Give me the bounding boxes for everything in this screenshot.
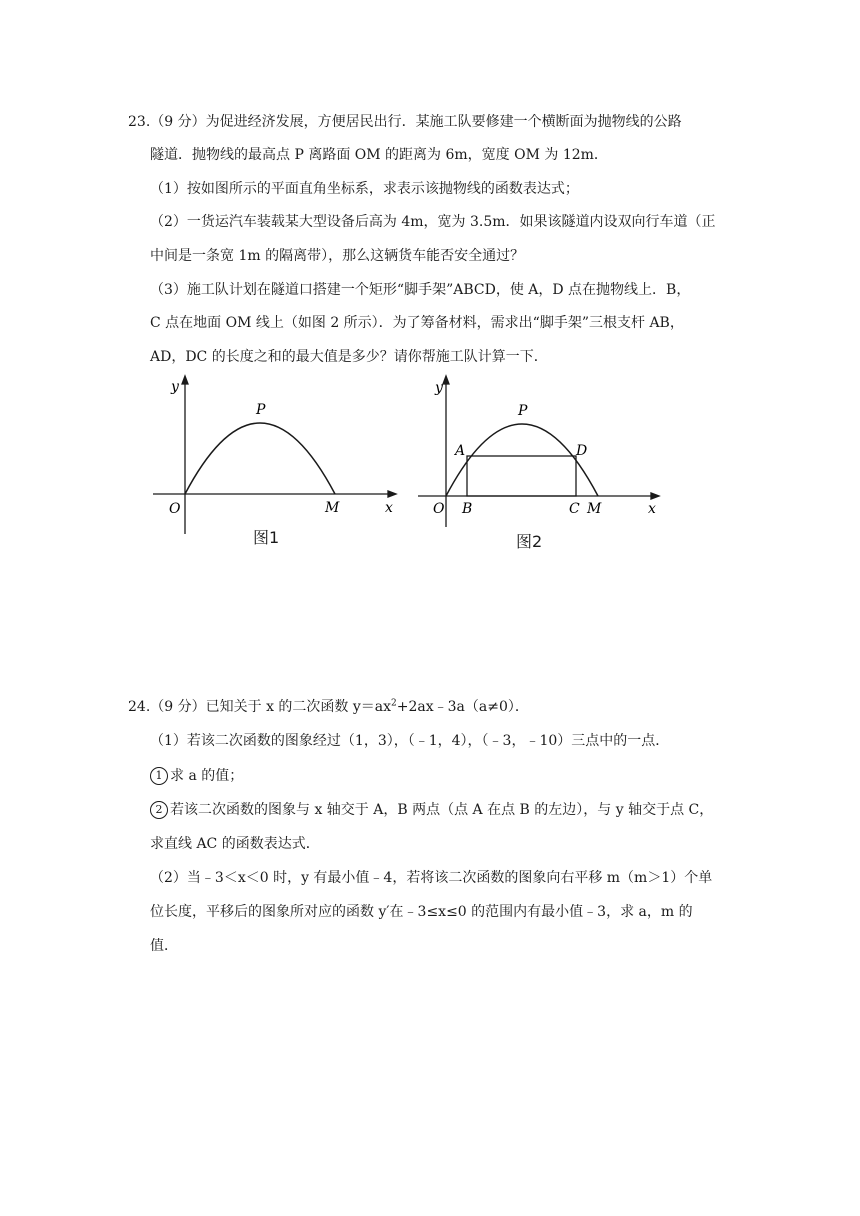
fig2-label-x: x [648,501,656,517]
fig2-label-c: C [569,501,580,517]
fig2-label-o: O [433,501,445,517]
q23-line1: 23.（9 分）为促进经济发展，方便居民出行．某施工队要修建一个横断面为抛物线的公路 [128,114,682,130]
q24-sub2-text-a: 若该二次函数的图象与 x 轴交于 A，B 两点（点 A 在点 B 的左边），与 y 轴交于点 C， [170,802,714,818]
figure-2 [410,372,670,552]
q24-part2-b: 位长度，平移后的图象所对应的函数 y′在﹣3≤x≤0 的范围内有最小值﹣3，求 a，m 的 [150,904,693,920]
fig1-label-m: M [325,500,340,516]
q24-sub1 [150,766,243,786]
q24-sub2 [150,800,713,820]
fig2-scaffold-rect [467,456,576,496]
q24-line1-pre: 24.（9 分）已知关于 x 的二次函数 y＝ax [128,699,392,715]
fig2-label-a: A [455,443,466,459]
q23-part2-b: 中间是一条宽 1m 的隔离带），那么这辆货车能否安全通过？ [150,248,525,264]
fig2-label-y: y [435,380,443,396]
figure-2-caption: 图2 [516,532,543,551]
fig2-x-arrow [651,493,659,499]
fig2-y-arrow [443,376,449,384]
fig1-label-o: O [169,501,181,517]
q24-line1 [128,697,529,717]
fig1-label-x: x [385,500,393,516]
q23-part3-b: C 点在地面 OM 线上（如图 2 所示）．为了筹备材料，需求出“脚手架”三根支杆 AB， [150,315,684,331]
q24-sub2-b: 求直线 AC 的函数表达式． [150,836,320,852]
fig1-x-arrow [388,491,396,497]
fig2-label-d: D [576,443,588,459]
q24-sub1-text: 求 a 的值； [170,768,244,784]
q24-line1-sup: 2 [391,698,397,709]
q24-part2-c: 值． [150,938,178,954]
q23-line2: 隧道．抛物线的最高点 P 离路面 OM 的距离为 6m，宽度 OM 为 12m． [150,147,608,163]
q24-part1: （1）若该二次函数的图象经过（1，3），（﹣1，4），（﹣3，﹣10）三点中的一点． [150,733,670,749]
fig1-label-p: P [256,402,266,418]
fig1-y-arrow [182,376,188,384]
q24-sub1-marker: 1 [150,767,168,785]
q24-part2-a: （2）当﹣3＜x＜0 时，y 有最小值﹣4，若将该二次函数的图象向右平移 m（m＞1）个单 [150,870,713,886]
q23-part1: （1）按如图所示的平面直角坐标系，求表示该抛物线的函数表达式； [150,181,579,197]
fig2-parabola [446,424,598,496]
q24-line1-post: +2ax﹣3a（a≠0）． [396,699,529,715]
fig2-label-b: B [462,501,473,517]
q24-sub2-marker: 2 [150,801,168,819]
q23-part2-a: （2）一货运汽车装载某大型设备后高为 4m，宽为 3.5m．如果该隧道内设双向行车道（正 [150,214,716,230]
figure-1-caption: 图1 [253,528,280,547]
fig1-parabola [185,423,335,494]
fig2-label-m: M [587,501,602,517]
q23-part3-c: AD，DC 的长度之和的最大值是多少？请你帮施工队计算一下． [150,349,548,365]
q23-part3-a: （3）施工队计划在隧道口搭建一个矩形“脚手架”ABCD，使 A，D 点在抛物线上．B， [150,282,691,298]
fig1-label-y: y [171,379,179,395]
figure-1 [145,372,405,552]
fig2-label-p: P [518,403,528,419]
